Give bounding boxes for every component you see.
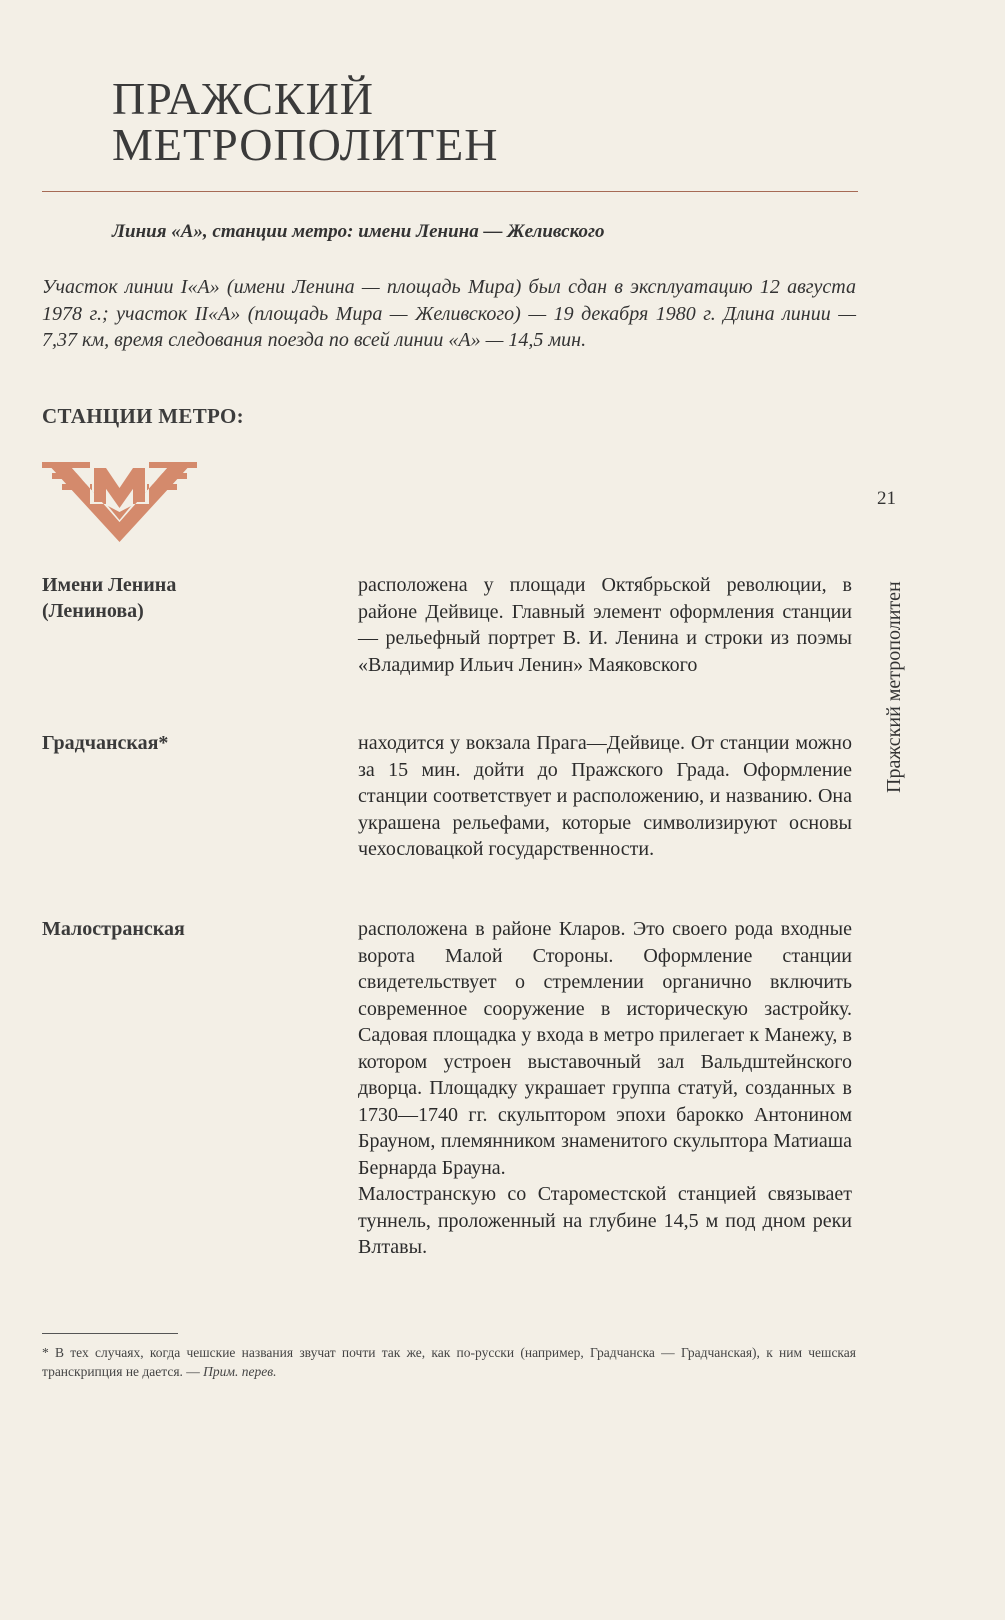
title-rule	[42, 191, 858, 192]
footnote	[42, 1343, 856, 1381]
station-name-line-1: Имени Ленина	[42, 574, 177, 596]
title-line-1: ПРАЖСКИЙ	[112, 73, 375, 124]
station-description-hradcanska	[358, 730, 852, 863]
station-description-text: расположена у площади Октябрьской революции, в районе Дейвице. Главный элемент оформления станции — рельефный портрет В. И. Ленина и строки из поэмы «Владимир Ильич Ленин» Маяковского	[358, 574, 852, 676]
running-head: Пражский метрополитен	[883, 581, 905, 793]
section-heading: СТАНЦИИ МЕТРО:	[42, 404, 244, 428]
footnote-note: Прим. перев.	[203, 1364, 277, 1379]
station-name-malostranska	[42, 916, 322, 942]
page-title	[112, 73, 499, 170]
station-name-line-1: Градчанская*	[42, 732, 169, 754]
station-name-lenin	[42, 572, 322, 624]
footnote-text: * В тех случаях, когда чешские названия звучат почти так же, как по-русски (например, Градчанска — Градчанская), к ним чешская транскрипция не дается. —	[42, 1345, 856, 1379]
prague-metro-logo-icon	[42, 462, 197, 542]
station-description-text: находится у вокзала Прага—Дейвице. От станции можно за 15 мин. дойти до Пражского Града. Оформление станции соответствует и расположению, и названию. Она украшена рельефами, которые символизируют основы чехословацкой государственности.	[358, 732, 852, 860]
page-number: 21	[877, 488, 896, 509]
station-description-text-2: Малостранскую со Староместской станцией связывает туннель, проложенный на глубине 14,5 м под дном реки Влтавы.	[358, 1183, 852, 1258]
subtitle: Линия «А», станции метро: имени Ленина — Желивского	[112, 221, 605, 242]
title-line-2: МЕТРОПОЛИТЕН	[112, 119, 499, 170]
footnote-rule	[42, 1333, 178, 1334]
station-name-hradcanska	[42, 730, 322, 756]
station-description-malostranska	[358, 916, 852, 1261]
intro-paragraph: Участок линии I«А» (имени Ленина — площадь Мира) был сдан в эксплуатацию 12 августа 1978 г.; участок II«А» (площадь Мира — Желивского) — 19 декабря 1980 г. Длина линии — 7,37 км, время следования поезда по всей линии «А» — 14,5 мин.	[42, 276, 856, 351]
station-name-line-2: (Ленинова)	[42, 600, 144, 622]
station-description-text: расположена в районе Кларов. Это своего рода входные ворота Малой Стороны. Оформление станции свидетельствует о стремлении органично включить современное сооружение в историческую застройку. Садовая площадка у входа в метро прилегает к Манежу, в котором устроен выставочный зал Вальдштейнского дворца. Площадку украшает группа статуй, созданных в 1730—1740 гг. скульптором эпохи барокко Антонином Брауном, племянником знаменитого скульптора Матиаша Бернарда Брауна.	[358, 918, 852, 1179]
station-name-line-1: Малостранская	[42, 918, 185, 940]
station-description-lenin	[358, 572, 852, 678]
